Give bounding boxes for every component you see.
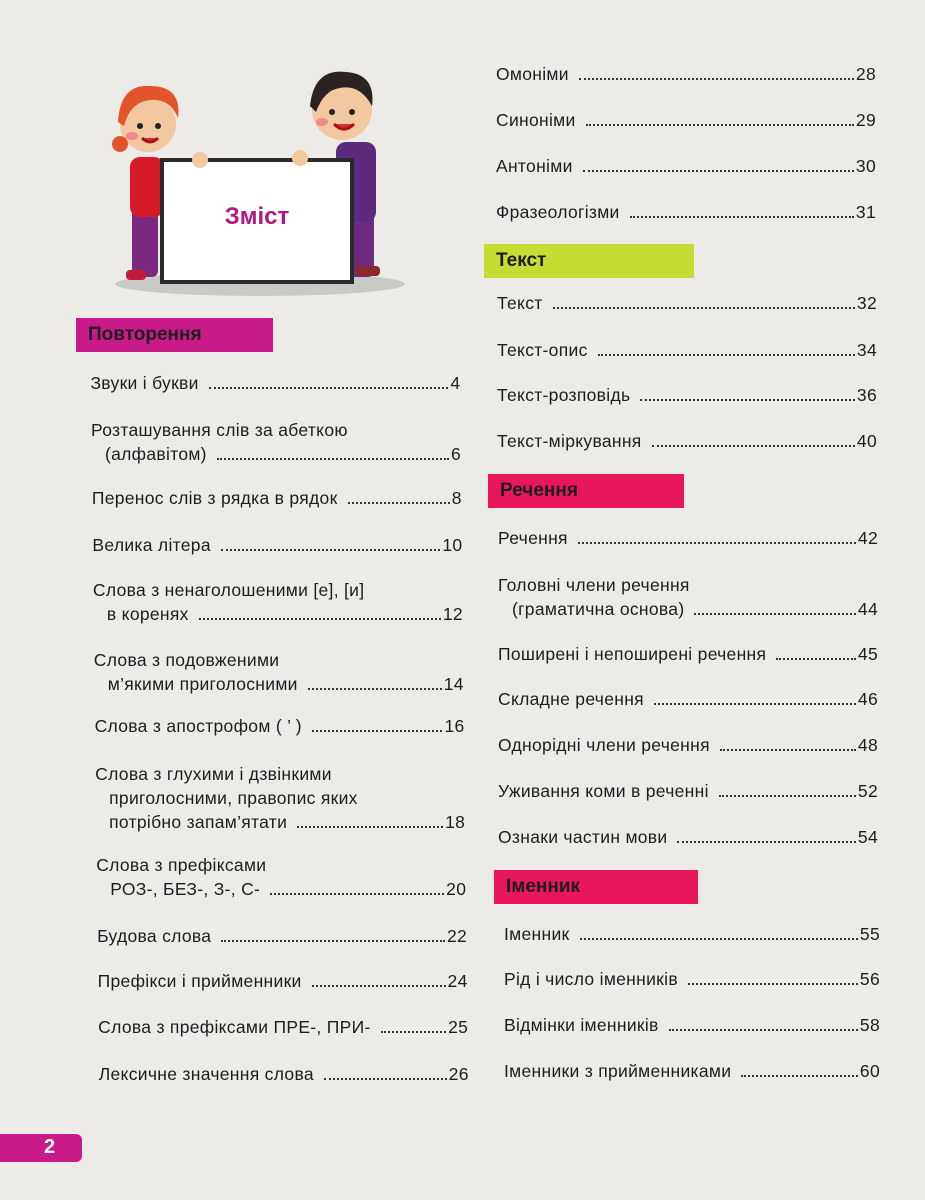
- dot-leader: [741, 1074, 858, 1077]
- toc-entry-page: 14: [443, 674, 464, 694]
- toc-entry-title: Перенос слів з рядка в рядок: [91, 488, 338, 508]
- toc-entry-page: 22: [447, 926, 468, 946]
- dot-leader: [217, 457, 449, 460]
- dot-leader: [381, 1030, 447, 1033]
- toc-entry[interactable]: [498, 825, 878, 849]
- toc-entry-title: потрібно запам’ятати: [109, 812, 288, 832]
- toc-entry[interactable]: [93, 578, 463, 626]
- toc-entry-title: Лексичне значення слова: [98, 1064, 314, 1084]
- toc-entry-page: 32: [856, 293, 877, 313]
- dot-leader: [221, 548, 440, 551]
- toc-entry-title: (алфавітом): [105, 444, 207, 464]
- dot-leader: [583, 169, 854, 172]
- toc-entry[interactable]: [496, 62, 876, 86]
- toc-entry-title: Поширені і непоширені речення: [498, 644, 767, 664]
- dot-leader: [630, 215, 854, 218]
- toc-entry-title: Текст-міркування: [497, 431, 642, 451]
- toc-entry-page: 46: [857, 689, 878, 709]
- toc-entry-title: Велика літера: [92, 535, 211, 555]
- toc-entry-title: Фразеологізми: [496, 202, 620, 222]
- toc-entry[interactable]: [99, 1062, 469, 1086]
- toc-entry-title: Синоніми: [496, 110, 576, 130]
- toc-entry-title: Складне речення: [498, 689, 644, 709]
- dot-leader: [199, 617, 441, 620]
- toc-entry-title: (граматична основа): [512, 599, 685, 619]
- toc-entry[interactable]: [498, 642, 878, 666]
- toc-entry[interactable]: [498, 733, 878, 757]
- toc-entry-page: 28: [855, 64, 876, 84]
- dot-leader: [652, 444, 855, 447]
- dot-leader: [669, 1028, 858, 1031]
- section-heading-povtorennia: Повторення: [76, 318, 273, 352]
- toc-entry-page: 20: [446, 879, 467, 899]
- toc-entry[interactable]: [496, 108, 876, 132]
- dot-leader: [688, 982, 858, 985]
- toc-entry-page: 10: [442, 535, 463, 555]
- toc-entry-page: 52: [857, 781, 878, 801]
- dot-leader: [586, 123, 854, 126]
- dot-leader: [324, 1077, 447, 1080]
- toc-entry[interactable]: [92, 533, 462, 557]
- toc-entry-page: 26: [448, 1064, 469, 1084]
- toc-entry[interactable]: [497, 429, 877, 453]
- toc-entry-page: 34: [856, 340, 877, 360]
- toc-entry-page: 40: [856, 431, 877, 451]
- dot-leader: [720, 748, 856, 751]
- toc-entry-page: 56: [859, 969, 880, 989]
- dot-leader: [221, 939, 445, 942]
- toc-entry-title: Префікси і прийменники: [97, 971, 302, 991]
- toc-entry-title: Текст-опис: [497, 340, 588, 360]
- toc-entry-title: приголосними, правопис яких: [109, 788, 358, 808]
- toc-entry-title: в коренях: [106, 604, 189, 624]
- toc-entry[interactable]: [92, 486, 462, 510]
- dot-leader: [348, 501, 450, 504]
- toc-entry-title: Рід і число іменників: [504, 969, 678, 989]
- dot-leader: [677, 840, 855, 843]
- toc-entry-title: РОЗ-, БЕЗ-, З-, С-: [110, 879, 261, 899]
- dot-leader: [297, 825, 443, 828]
- section-heading-rechennia: Речення: [488, 474, 684, 508]
- section-heading-imennyk: Іменник: [494, 870, 698, 904]
- toc-entry-title: Антоніми: [496, 156, 573, 176]
- toc-entry[interactable]: [94, 648, 464, 696]
- toc-entry-page: 54: [857, 827, 878, 847]
- toc-entry-title: Однорідні члени речення: [498, 735, 710, 755]
- toc-entry[interactable]: [95, 762, 465, 834]
- dot-leader: [270, 892, 444, 895]
- toc-entry-title: Омоніми: [496, 64, 569, 84]
- dot-leader: [580, 937, 858, 940]
- dot-leader: [308, 687, 442, 690]
- toc-entry-page: 45: [857, 644, 878, 664]
- dot-leader: [312, 729, 443, 732]
- toc-entry-title: Слова з префіксами ПРЕ-, ПРИ-: [98, 1017, 371, 1037]
- toc-entry[interactable]: [97, 924, 467, 948]
- toc-entry[interactable]: [497, 383, 877, 407]
- dot-leader: [598, 353, 855, 356]
- toc-entry-title: Розташування слів за абеткою: [91, 420, 348, 440]
- toc-entry-page: 58: [859, 1015, 880, 1035]
- toc-entry-title: Слова з подовженими: [93, 650, 280, 670]
- toc-entry-page: 42: [857, 528, 878, 548]
- toc-entry[interactable]: [498, 526, 878, 550]
- toc-entry-title: Будова слова: [97, 926, 212, 946]
- toc-entry[interactable]: [98, 1015, 468, 1039]
- toc-entry-title: Іменники з прийменниками: [504, 1061, 732, 1081]
- dot-leader: [553, 306, 855, 309]
- toc-entry-title: Звуки і букви: [90, 373, 199, 393]
- toc-entry-title: Слова з глухими і дзвінкими: [95, 764, 332, 784]
- toc-entry-page: 60: [859, 1061, 880, 1081]
- dot-leader: [312, 984, 446, 987]
- toc-entry[interactable]: [504, 967, 880, 991]
- toc-entry[interactable]: [504, 1059, 880, 1083]
- toc-entry-page: 29: [855, 110, 876, 130]
- toc-entry-title: м’якими приголосними: [107, 674, 298, 694]
- sign-title: Зміст: [224, 203, 290, 230]
- toc-entry[interactable]: [504, 1013, 880, 1037]
- toc-entry[interactable]: [497, 291, 877, 315]
- toc-entry-title: Текст-розповідь: [497, 385, 631, 405]
- kids-holding-sign-illustration: [110, 62, 410, 302]
- toc-entry-title: Текст: [497, 293, 543, 313]
- toc-entry-title: Ознаки частин мови: [498, 827, 668, 847]
- toc-entry-title: Уживання коми в реченні: [498, 781, 709, 801]
- page-number: 2: [44, 1136, 56, 1158]
- toc-entry-page: 25: [448, 1017, 469, 1037]
- toc-entry-page: 18: [445, 812, 466, 832]
- dot-leader: [640, 398, 855, 401]
- toc-entry-title: Слова з ненаголошеними [е], [и]: [92, 580, 365, 600]
- toc-entry[interactable]: [96, 853, 466, 901]
- dot-leader: [579, 77, 854, 80]
- toc-entry-page: 12: [442, 604, 463, 624]
- dot-leader: [694, 612, 855, 615]
- toc-entry[interactable]: [98, 969, 468, 993]
- toc-entry-page: 48: [857, 735, 878, 755]
- toc-entry[interactable]: [496, 200, 876, 224]
- toc-entry-page: 31: [855, 202, 876, 222]
- dot-leader: [776, 657, 856, 660]
- toc-entry-page: 24: [447, 971, 468, 991]
- toc-entry-page: 6: [450, 444, 462, 464]
- dot-leader: [719, 794, 856, 797]
- toc-entry-page: 36: [856, 385, 877, 405]
- page-number-badge: [0, 1134, 82, 1162]
- toc-entry-title: Іменник: [504, 924, 570, 944]
- toc-entry[interactable]: [90, 371, 460, 395]
- toc-entry-page: 30: [855, 156, 876, 176]
- toc-entry[interactable]: [496, 154, 876, 178]
- toc-entry[interactable]: [95, 714, 465, 738]
- toc-entry-page: 8: [451, 488, 462, 508]
- toc-entry[interactable]: [498, 573, 878, 621]
- toc-entry-page: 16: [444, 716, 465, 736]
- toc-entry-title: Слова з префіксами: [96, 855, 267, 875]
- dot-leader: [654, 702, 856, 705]
- toc-entry[interactable]: [497, 338, 877, 362]
- dot-leader: [209, 386, 449, 389]
- toc-entry-title: Відмінки іменників: [504, 1015, 659, 1035]
- dot-leader: [578, 541, 856, 544]
- toc-entry[interactable]: [504, 922, 880, 946]
- toc-entry-title: Головні члени речення: [498, 575, 690, 595]
- toc-entry-title: Слова з апострофом ( ’ ): [94, 716, 302, 736]
- toc-entry[interactable]: [91, 418, 461, 466]
- toc-entry-page: 55: [859, 924, 880, 944]
- section-heading-tekst: Текст: [484, 244, 694, 278]
- toc-entry-page: 44: [857, 599, 878, 619]
- toc-entry-title: Речення: [498, 528, 568, 548]
- toc-entry[interactable]: [498, 687, 878, 711]
- toc-entry[interactable]: [498, 779, 878, 803]
- toc-entry-page: 4: [450, 373, 461, 393]
